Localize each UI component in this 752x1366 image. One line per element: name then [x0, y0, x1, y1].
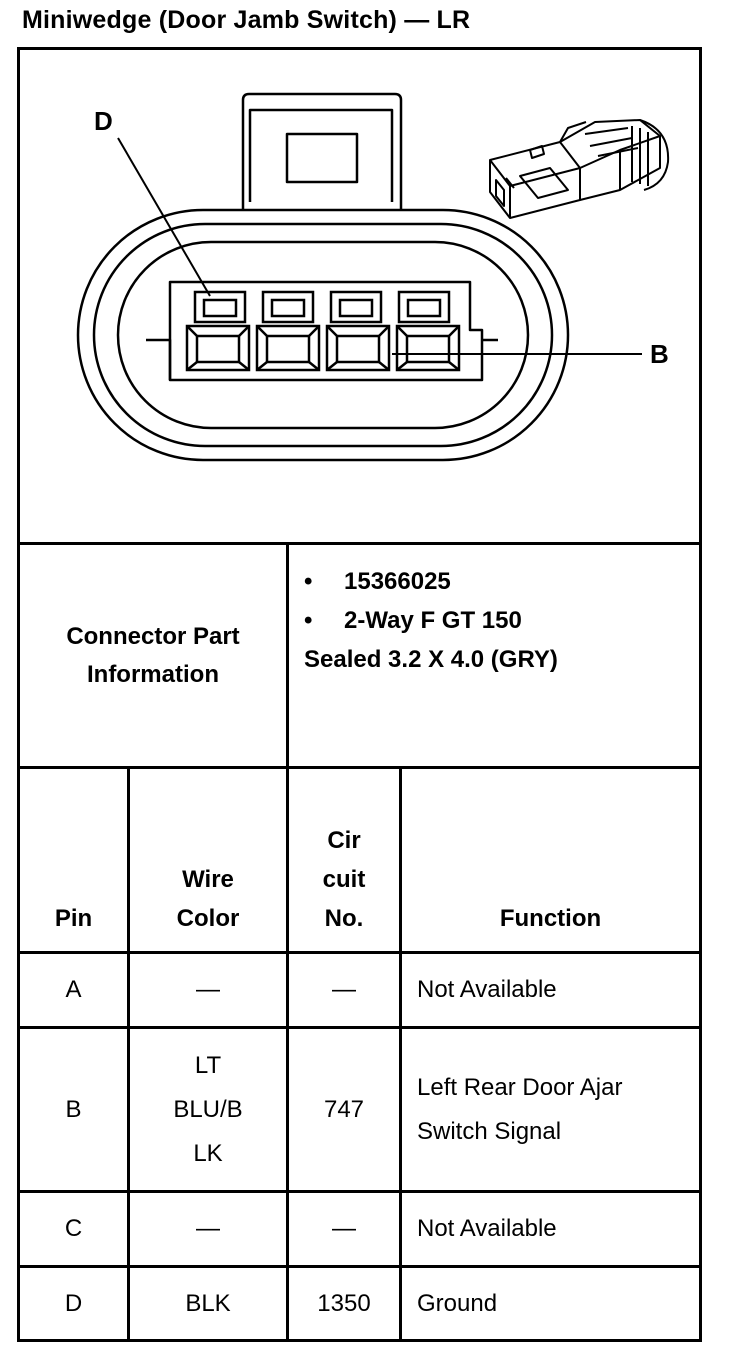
cell-pin: D	[64, 1289, 83, 1317]
terminal-row-upper	[195, 292, 449, 322]
cell-pin: C	[64, 1215, 83, 1242]
connector-part-info-label	[20, 545, 286, 766]
cell-circuit: 747	[323, 1095, 365, 1123]
function-line: Left Rear Door Ajar	[417, 1073, 623, 1101]
pin-b-label: B	[650, 339, 669, 369]
cell-function: Not Available	[417, 1215, 557, 1242]
connector-part-info	[304, 562, 558, 679]
cell-pin: A	[65, 976, 82, 1003]
header-function: Function	[499, 905, 602, 932]
latch-outline	[243, 94, 401, 210]
cell-wire-color	[130, 1029, 286, 1190]
wire-color-line: LK	[193, 1139, 223, 1167]
header-line: Wire	[182, 866, 234, 893]
connector-outer-shell	[78, 210, 568, 460]
wire-color-line: BLU/B	[173, 1095, 243, 1123]
divider	[399, 766, 402, 1342]
latch-inner	[250, 110, 392, 202]
header-line: No.	[324, 905, 364, 932]
bullet: •	[304, 606, 313, 634]
cell-wire-color: —	[196, 1215, 220, 1242]
bullet: •	[304, 567, 313, 595]
cell-wire-color: —	[196, 976, 220, 1003]
leader-line-d	[118, 138, 210, 296]
part-description-detail: Sealed 3.2 X 4.0 (GRY)	[304, 645, 558, 673]
key-left	[146, 340, 170, 380]
terminal-row-lower	[187, 326, 459, 370]
connector-label-line: Information	[86, 660, 219, 688]
cell-wire-color: BLK	[185, 1289, 231, 1317]
header-pin: Pin	[54, 905, 93, 932]
connector-mid-shell	[94, 224, 552, 446]
cell-circuit: —	[332, 1215, 356, 1242]
divider	[17, 766, 702, 769]
function-line: Switch Signal	[417, 1117, 562, 1145]
connector-inner-shell	[118, 242, 528, 428]
part-number: 15366025	[344, 567, 451, 595]
header-circuit-no	[289, 821, 399, 938]
cell-function	[417, 1029, 699, 1190]
header-wire-color	[130, 860, 286, 938]
connector-label-line: Connector Part	[66, 622, 240, 650]
cell-circuit: 1350	[317, 1289, 371, 1317]
cell-circuit: —	[332, 976, 356, 1003]
pin-d-label: D	[94, 106, 113, 136]
cell-function: Ground	[417, 1289, 498, 1317]
header-line: Color	[176, 905, 240, 932]
cell-function: Not Available	[417, 976, 557, 1003]
part-description: 2-Way F GT 150	[344, 606, 522, 634]
connector-diagram	[20, 50, 699, 542]
header-line: cuit	[322, 866, 366, 893]
wire-color-line: LT	[194, 1051, 222, 1079]
cell-pin: B	[65, 1095, 82, 1123]
latch-window	[287, 134, 357, 182]
header-line: Cir	[327, 827, 361, 854]
page-title: Miniwedge (Door Jamb Switch) — LR	[22, 6, 471, 34]
connector-perspective-icon	[490, 120, 668, 218]
